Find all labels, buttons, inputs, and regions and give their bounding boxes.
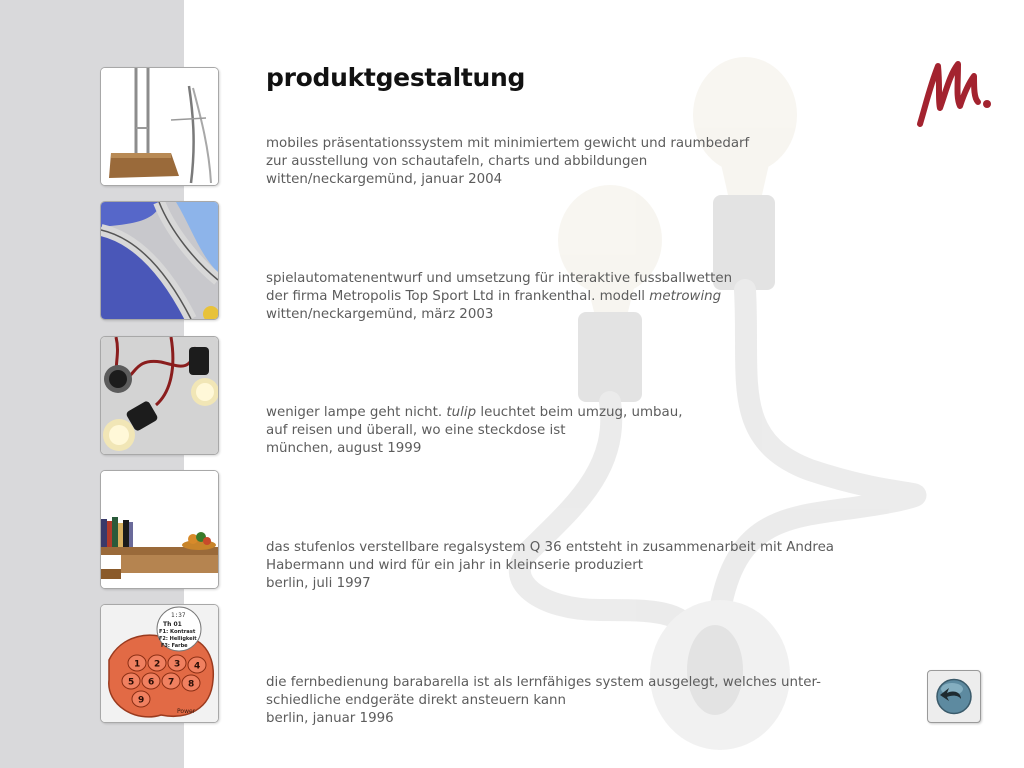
remote-key-label: 5 xyxy=(128,677,135,688)
entry-text: weniger lampe geht nicht. xyxy=(266,405,447,420)
entry-text: der firma Metropolis Top Sport Ltd in frankenthal. modell xyxy=(266,289,650,304)
entry-line: zur ausstellung von schautafeln, charts und abbildungen xyxy=(266,154,648,169)
remote-control-image xyxy=(101,605,218,722)
entry-line: auf reisen und überall, wo eine steckdose ist xyxy=(266,423,566,438)
presentation-stand-image xyxy=(101,68,218,185)
product-name: tulip xyxy=(446,405,477,420)
entry-text: leuchtet beim umzug, umbau, xyxy=(476,405,683,420)
entry-shelf-system xyxy=(266,539,834,593)
slot-machine-thumbnail[interactable] xyxy=(100,201,219,320)
entry-line: spielautomatenentwurf und umsetzung für interaktive fussballwetten xyxy=(266,271,733,286)
remote-screen-line3: F2: Helligkeit xyxy=(159,636,197,642)
shelf-system-image xyxy=(101,471,218,588)
remote-screen-line1: Th 01 xyxy=(163,621,182,628)
slot-machine-image xyxy=(101,202,218,319)
remote-key-label: 9 xyxy=(138,695,145,706)
entry-presentation-system xyxy=(266,135,749,189)
remote-screen-line2: F1: Kontrast xyxy=(159,629,196,635)
entry-line: das stufenlos verstellbare regalsystem Q 36 entsteht in zusammenarbeit mit Andrea xyxy=(266,540,835,555)
brand-logo xyxy=(916,56,994,128)
back-arrow-icon xyxy=(928,671,980,722)
remote-key-label: 4 xyxy=(194,661,201,672)
entry-line xyxy=(266,404,682,422)
remote-power-label: Power xyxy=(177,708,196,715)
remote-control-thumbnail[interactable] xyxy=(100,604,219,723)
entry-line: die fernbedienung barabarella ist als lernfähiges system ausgelegt, welches unter- xyxy=(266,675,821,690)
entry-line: witten/neckargemünd, märz 2003 xyxy=(266,307,494,322)
presentation-stand-thumbnail[interactable] xyxy=(100,67,219,186)
remote-key-label: 2 xyxy=(154,659,161,670)
entry-remote-control xyxy=(266,674,821,728)
entry-line: Habermann und wird für ein jahr in kleinserie produziert xyxy=(266,558,643,573)
remote-key-label: 3 xyxy=(174,659,181,670)
page-title: produktgestaltung xyxy=(266,63,526,92)
tulip-lamp-thumbnail[interactable] xyxy=(100,336,219,455)
back-button[interactable] xyxy=(927,670,981,723)
remote-key-label: 8 xyxy=(188,679,195,690)
entry-line: schiedliche endgeräte direkt ansteuern kann xyxy=(266,693,567,708)
entry-line: mobiles präsentationssystem mit minimiertem gewicht und raumbedarf xyxy=(266,136,750,151)
remote-screen-top: 1:37 xyxy=(171,612,186,619)
entry-line: witten/neckargemünd, januar 2004 xyxy=(266,172,503,187)
entry-slot-machine xyxy=(266,270,732,324)
model-name: metrowing xyxy=(649,289,722,304)
shelf-system-thumbnail[interactable] xyxy=(100,470,219,589)
entry-line: berlin, juli 1997 xyxy=(266,576,371,591)
entry-line: berlin, januar 1996 xyxy=(266,711,394,726)
remote-key-label: 1 xyxy=(134,659,141,670)
entry-tulip-lamp xyxy=(266,404,682,458)
remote-screen-line4: F3: Farbe xyxy=(161,643,188,649)
remote-key-label: 7 xyxy=(168,677,175,688)
remote-key-label: 6 xyxy=(148,677,155,688)
entry-line: münchen, august 1999 xyxy=(266,441,422,456)
entry-line xyxy=(266,288,732,306)
tulip-lamp-image xyxy=(101,337,218,454)
